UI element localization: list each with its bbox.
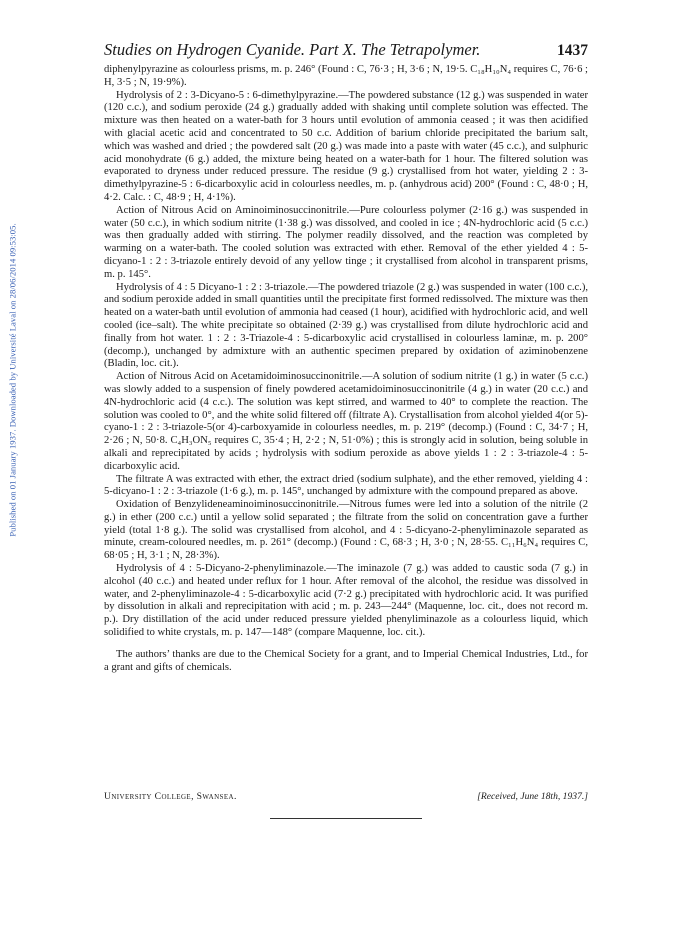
running-title: Studies on Hydrogen Cyanide. Part X. The Tetrapolymer. (104, 40, 481, 59)
paragraph-hydrolysis-phenyliminazole: Hydrolysis of 4 : 5-Dicyano-2-phenyliminazole.—The iminazole (7 g.) was added to caustic soda (7 g.) in alcohol (40 c.c.) and heated under reflux for 1 hour. After removal of the alcohol, the residue was dissolved in water, and 2-phenyliminazole-4 : 5-dicarboxylic acid (7·2 g.) precipitated with hydrochloric acid. It was purified by dissolution in alkali and reprecipitation with acid ; m. p. 243—244° (Maquenne, loc. cit., does not record m. p.). Dry distillation of the acid under reduced pressure yielded phenyliminazole as a colourless liquid, which solidified to white crystals, m. p. 147—148° (compare Maquenne, loc. cit.). (104, 563, 588, 639)
paragraph-filtrate-a: The filtrate A was extracted with ether, the extract dried (sodium sulphate), and the ether removed, yielding 4 : 5-dicyano-1 : 2 : 3-triazole (1·6 g.), m. p. 145°, unchanged by admixture with the compound prepared as above. (104, 473, 588, 498)
download-watermark (2, 200, 24, 560)
acknowledgement: The authors’ thanks are due to the Chemical Society for a grant, and to Imperial Chemical Industries, Ltd., for a grant and gifts of chemicals. (104, 648, 588, 673)
paragraph-nitrous-acid-aminoiminosuccinonitrile: Action of Nitrous Acid on Aminoiminosuccinonitrile.—Pure colourless polymer (2·16 g.) was suspended in water (50 c.c.), in which sodium nitrite (1·38 g.) was dissolved, and cooled in ice ; 4N-hydrochloric acid (5 c.c.) was then gradually added with stirring. The polymer readily dissolved, and the reaction was completed by warming on a water-bath. The cooled solution was extracted with ether. Removal of the ether yielded 4 : 5-dicyano-1 : 2 : 3-triazole entirely devoid of any yellow tinge ; it crystallised from alcohol in transparent prisms, m. p. 145°. (104, 204, 588, 280)
paragraph-nitrous-acid-acetamidoiminosuccinonitrile: Action of Nitrous Acid on Acetamidoiminosuccinonitrile.—A solution of sodium nitrite (1 g.) in water (5 c.c.) was slowly added to a suspension of finely powdered acetamidoiminosuccinonitrile (4 g.) in water (20 c.c.) and 4N-hydrochloric acid (4 c.c.). The solution was kept stirred, and warmed to 40° to complete the reaction. The solution was cooled to 0°, and the white solid filtered off (filtrate A). Crystallisation from alcohol yielded 4(or 5)-cyano-1 : 2 : 3-triazole-5(or 4)-carboxyamide in colourless needles, m. p. 219° (decomp.) (Found : C, 34·7 ; H, 2·26 ; N, 50·8. C₄H₃ON₅ requires C, 35·4 ; H, 2·2 ; N, 51·0%) ; this is strongly acid in solution, being soluble in alkali and reprecipitated by acids ; hydrolysis with sodium peroxide as above yields 1 : 2 : 3-triazole-4 : 5-dicarboxylic acid. (104, 371, 588, 472)
running-header (104, 40, 588, 60)
download-watermark-text: Published on 01 January 1937. Downloaded by Université Laval on 28/06/2014 09:53:05. (8, 223, 18, 537)
paragraph-diphenylpyrazine: diphenylpyrazine as colourless prisms, m. p. 246° (Found : C, 76·3 ; H, 3·6 ; N, 19·5. C₁₈H₁₀N₄ requires C, 76·6 ; H, 3·5 ; N, 19·9%). (104, 64, 588, 88)
paragraph-hydrolysis-dicyano-triazole: Hydrolysis of 4 : 5 Dicyano-1 : 2 : 3-triazole.—The powdered triazole (2 g.) was suspended in water (100 c.c.), and sodium peroxide added in small quantities until the precipitate first formed redissolved. The mixture was then heated on a water-bath until evolution of ammonia had ceased (1 hour), acidified with hydrochloric acid, and well cooled (ice–salt). The white precipitate so obtained (2·39 g.) was crystallised from dilute hydrochloric acid and finally from hot water. 1 : 2 : 3-Triazole-4 : 5-dicarboxylic acid crystallised in colourless laminæ, m. p. 200° (decomp.), unchanged by admixture with an authentic specimen prepared by oxidation of aziminobenzene (Bladin, loc. cit.). (104, 281, 588, 370)
paragraph-oxidation-benzylidene: Oxidation of Benzylideneaminoiminosuccinonitrile.—Nitrous fumes were led into a solution of the nitrile (2 g.) in ether (200 c.c.) until a yellow solid separated ; the filtrate from the solid on concentration gave a further yield (total 1·8 g.). The solid was crystallised from alcohol, and 4 : 5-dicyano-2-phenyliminazole separated as minute, cream-coloured needles, m. p. 261° (decomp.) (Found : C, 68·3 ; H, 3·0 ; N, 28·55. C₁₁H₆N₄ requires C, 68·05 ; H, 3·1 ; N, 28·3%). (104, 499, 588, 562)
received-date: [Received, June 18th, 1937.] (477, 791, 588, 802)
article-footer (104, 791, 588, 802)
end-divider (270, 818, 422, 819)
paragraph-hydrolysis-dicyano-dimethylpyrazine: Hydrolysis of 2 : 3-Dicyano-5 : 6-dimethylpyrazine.—The powdered substance (12 g.) was suspended in water (120 c.c.), and sodium peroxide (24 g.) gradually added with shaking until complete solution was effected. The mixture was then heated on a water-bath for 3 hours until evolution of ammonia ceased ; it was then acidified with glacial acetic acid and concentrated to 50 c.c. Addition of barium chloride precipitated the barium salt, which was washed and dried ; the powdered salt (20 g.) was made into a paste with water (45 c.c.), and sulphuric acid monohydrate (6 g.) added, the mixture being heated on a water-bath for 1 hour. The filtered solution was evaporated to dryness under reduced pressure. The residue (9 g.) crystallised from hot water, yielding 2 : 3-dimethylpyrazine-5 : 6-dicarboxylic acid in colourless needles, m. p. (anhydrous acid) 200° (Found : C, 48·0 ; H, 4·2. Calc. : C, 48·9 ; H, 4·1%). (104, 89, 588, 203)
institution: University College, Swansea. (104, 791, 237, 802)
page-number: 1437 (557, 42, 588, 59)
body-text (104, 64, 588, 674)
